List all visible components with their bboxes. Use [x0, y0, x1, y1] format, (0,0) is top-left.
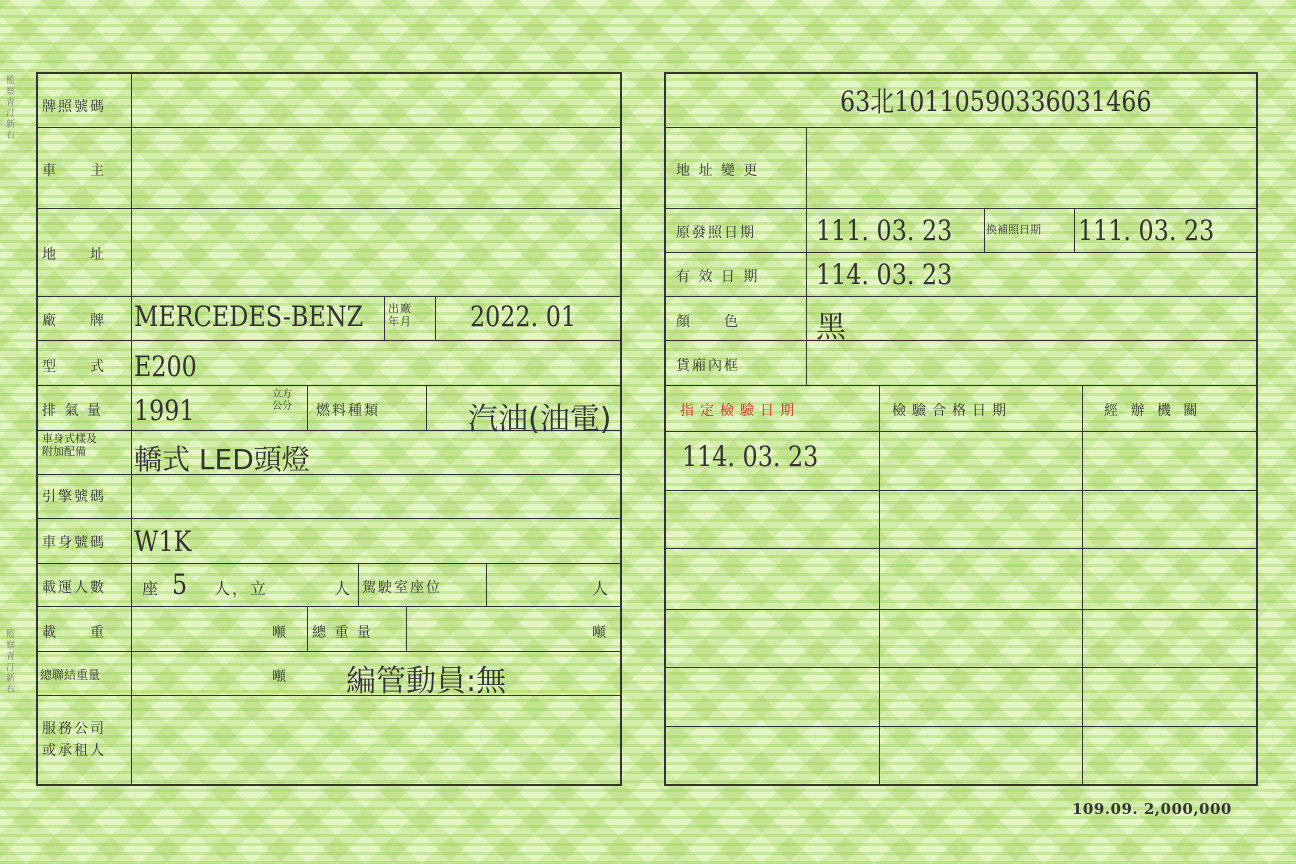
- print-code: 109.09. 2,000,000: [1072, 800, 1232, 818]
- original-issue-date-label: 原發照日期: [676, 225, 756, 241]
- fuel-type-label: 燃料種類: [316, 403, 380, 419]
- body-style-value: 轎式 LED頭燈: [134, 443, 310, 476]
- passenger-capacity-label: 載運人數: [42, 580, 106, 596]
- mfg-date-value: 2022. 01: [470, 300, 576, 333]
- cargo-frame-label: 貨廂內框: [676, 358, 740, 374]
- color-value: 黑: [816, 310, 846, 345]
- valid-date-label: 有 效 日 期: [676, 269, 760, 285]
- fuel-type-value: 汽油(油電): [468, 402, 612, 437]
- mfg-date-label: 出廠 年月: [388, 302, 412, 328]
- mobilization-note: 編管動員:無: [346, 664, 507, 699]
- body-style-label: 車身式樣及 附加配備: [42, 432, 97, 458]
- color-label: 顏 色: [676, 314, 740, 330]
- seat-count-value: 5: [172, 568, 188, 601]
- model-label: 型 式: [42, 359, 106, 375]
- reissue-date-label: 換補照日期: [986, 223, 1041, 236]
- valid-date-value: 114. 03. 23: [816, 258, 953, 291]
- displacement-unit: 立方 公分: [272, 389, 292, 412]
- load-label: 載 重: [42, 625, 106, 641]
- address-label: 地 址: [42, 247, 106, 263]
- edge-text-left-bottom: 監 察 青 汀 新 右: [6, 630, 16, 695]
- seat-prefix: 座: [142, 579, 161, 598]
- combined-weight-unit: 噸: [272, 669, 288, 685]
- reissue-date-value: 111. 03. 23: [1078, 214, 1215, 247]
- certificate-serial: 63北10110590336031466: [840, 85, 1152, 118]
- handling-agency-label: 經 辦 機 關: [1104, 403, 1202, 419]
- brand-value: MERCEDES-BENZ: [134, 300, 364, 333]
- brand-label: 廠 牌: [42, 313, 106, 329]
- designated-inspection-date-label: 指定檢驗日期: [680, 403, 800, 419]
- load-unit: 噸: [272, 625, 288, 641]
- model-value: E200: [134, 350, 197, 383]
- inspection-pass-date-label: 檢驗合格日期: [892, 403, 1012, 419]
- address-change-label: 地 址 變 更: [676, 163, 760, 179]
- displacement-value: 1991: [134, 394, 195, 427]
- gross-weight-label: 總 重 量: [312, 625, 373, 641]
- seat-suffix: 人，立: [214, 579, 269, 598]
- owner-label: 車 主: [42, 163, 106, 179]
- designated-inspection-date-value: 114. 03. 23: [682, 440, 819, 473]
- vin-label: 車身號碼: [42, 535, 106, 551]
- edge-text-left-top: 監 察 青 汀 新 右: [6, 76, 16, 141]
- plate-number-label: 牌照號碼: [42, 99, 106, 115]
- engine-number-label: 引擎號碼: [42, 489, 106, 505]
- standing-suffix: 人: [334, 579, 353, 598]
- cab-seats-label: 駕駛室座位: [362, 580, 442, 596]
- cab-seats-suffix: 人: [592, 579, 611, 598]
- displacement-label: 排 氣 量: [42, 403, 103, 419]
- gross-weight-unit: 噸: [592, 625, 608, 641]
- original-issue-date-value: 111. 03. 23: [816, 214, 953, 247]
- combined-weight-label: 總聯結重量: [40, 668, 101, 682]
- vin-value: W1K: [134, 525, 192, 558]
- service-company-label: 服務公司 或承租人: [42, 721, 106, 759]
